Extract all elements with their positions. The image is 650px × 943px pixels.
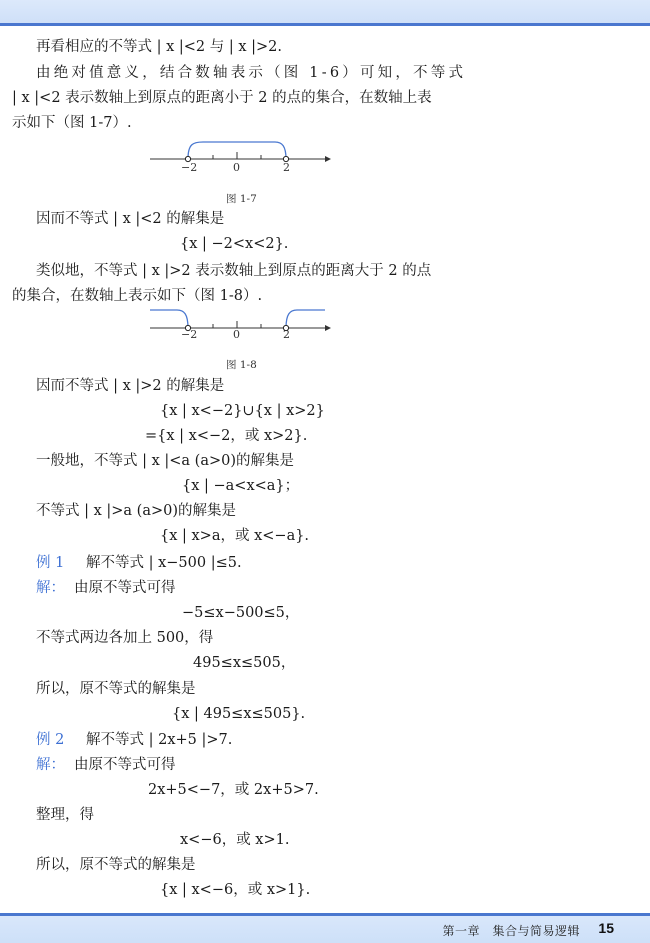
tick-label-0: 0 [233,328,240,341]
example-1-equation-2: 495≤x≤505， [193,655,296,671]
example-2-solution-label: 解： [36,757,65,773]
page-number: 15 [598,920,614,936]
example-1-step-1: 由原不等式可得 [74,580,176,596]
paragraph-similarly: 类似地，不等式 | x |>2 表示数轴上到原点的距离大于 2 的点 [36,263,432,279]
set-gt2-union: {x | x<−2}∪{x | x>2} [160,403,325,419]
example-1-solution-label: 解： [36,580,65,596]
figure-caption-1-7: 图 1-7 [226,193,257,205]
example-2-equation-2: x<−6，或 x>1. [180,832,290,848]
example-1-equation-1: −5≤x−500≤5， [182,605,300,621]
paragraph-general-gt-a: 不等式 | x |>a (a>0)的解集是 [36,503,237,519]
tick-label-neg2: −2 [181,328,198,341]
paragraph-abs-meaning-cont: | x |<2 表示数轴上到原点的距离小于 2 的点的集合，在数轴上表 [12,90,432,106]
paragraph-intro: 再看相应的不等式 | x |<2 与 | x |>2. [36,39,283,55]
paragraph-abs-meaning: 由绝对值意义，结合数轴表示（图 1-6）可知，不等式 [36,65,467,81]
figure-caption-1-8: 图 1-8 [226,359,257,371]
number-line-figure-1-7 [145,138,335,178]
header-band [0,0,650,23]
set-lt-a: {x | −a<x<a}； [182,478,300,494]
example-1-step-2: 不等式两边各加上 500，得 [36,630,214,646]
example-2-label: 例 2 [36,732,65,748]
example-1-step-3: 所以，原不等式的解集是 [36,681,196,697]
set-lt2: {x | −2<x<2}. [180,236,289,252]
header-rule [0,23,650,26]
example-2-step-2: 整理，得 [36,807,94,823]
example-2-problem: 解不等式 | 2x+5 |>7. [86,732,233,748]
paragraph-solution-lt2: 因而不等式 | x |<2 的解集是 [36,211,225,227]
tick-label-0: 0 [233,161,240,174]
tick-label-neg2: −2 [181,161,198,174]
example-1-label: 例 1 [36,555,65,571]
paragraph-abs-meaning-end: 示如下（图 1-7）. [12,115,132,131]
set-gt2-combined: ={x | x<−2，或 x>2}. [145,428,308,444]
paragraph-general-lt-a: 一般地，不等式 | x |<a (a>0)的解集是 [36,453,295,469]
example-2-equation-1: 2x+5<−7，或 2x+5>7. [148,782,319,798]
tick-label-2: 2 [283,161,290,174]
example-1-problem: 解不等式 | x−500 |≤5. [86,555,242,571]
example-1-solution-set: {x | 495≤x≤505}. [172,706,306,722]
footer-chapter-title: 第一章 集合与简易逻辑 [442,924,580,938]
tick-label-2: 2 [283,328,290,341]
paragraph-solution-gt2: 因而不等式 | x |>2 的解集是 [36,378,225,394]
paragraph-similarly-cont: 的集合，在数轴上表示如下（图 1-8）. [12,288,263,304]
example-2-step-3: 所以，原不等式的解集是 [36,857,196,873]
example-2-step-1: 由原不等式可得 [74,757,176,773]
number-line-figure-1-8 [145,299,335,339]
set-gt-a: {x | x>a，或 x<−a}. [160,528,310,544]
example-2-solution-set: {x | x<−6，或 x>1}. [160,882,311,898]
